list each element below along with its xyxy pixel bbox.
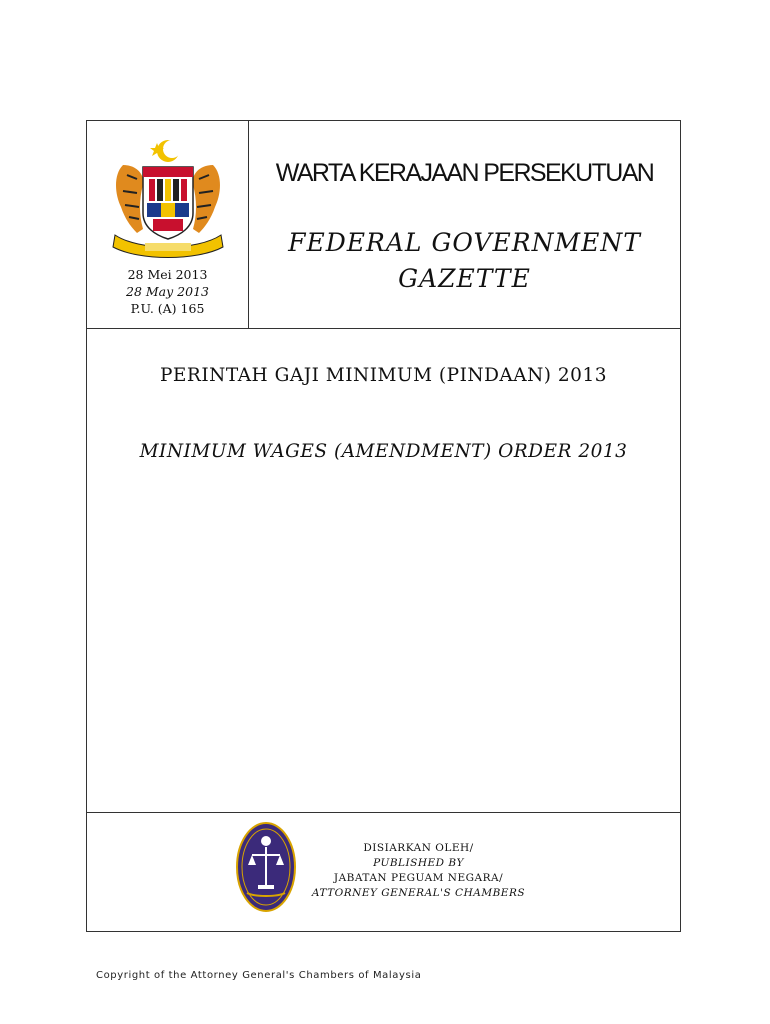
malaysia-coat-of-arms-icon — [109, 135, 227, 263]
date-english: 28 May 2013 — [126, 284, 209, 299]
order-title-malay: PERINTAH GAJI MINIMUM (PINDAAN) 2013 — [159, 365, 607, 386]
publisher-line-english: PUBLISHED BY — [373, 857, 464, 869]
publisher-name-english: ATTORNEY GENERAL'S CHAMBERS — [311, 887, 526, 899]
pu-reference: P.U. (A) 165 — [130, 301, 205, 316]
order-title-section — [87, 329, 680, 813]
date-malay: 28 Mei 2013 — [127, 267, 208, 282]
publisher-line-malay: DISIARKAN OLEH/ — [363, 842, 474, 854]
gazette-title-malay: WARTA KERAJAAN PERSEKUTUAN — [275, 159, 654, 187]
publisher-text — [287, 841, 550, 901]
gazette-title-english-line2: GAZETTE — [398, 264, 531, 293]
gazette-header — [87, 121, 680, 329]
gazette-cover-frame — [86, 120, 681, 932]
gazette-title-english-line1: FEDERAL GOVERNMENT — [288, 228, 641, 257]
header-left-cell — [87, 121, 249, 328]
publisher-section — [87, 813, 680, 931]
issue-date-block — [87, 266, 248, 317]
header-title-cell — [249, 121, 680, 328]
order-title-english: MINIMUM WAGES (AMENDMENT) ORDER 2013 — [139, 441, 628, 462]
copyright-notice: Copyright of the Attorney General's Chambers of Malaysia — [96, 970, 422, 981]
publisher-name-malay: JABATAN PEGUAM NEGARA/ — [333, 872, 504, 884]
gazette-title-english — [249, 225, 680, 297]
